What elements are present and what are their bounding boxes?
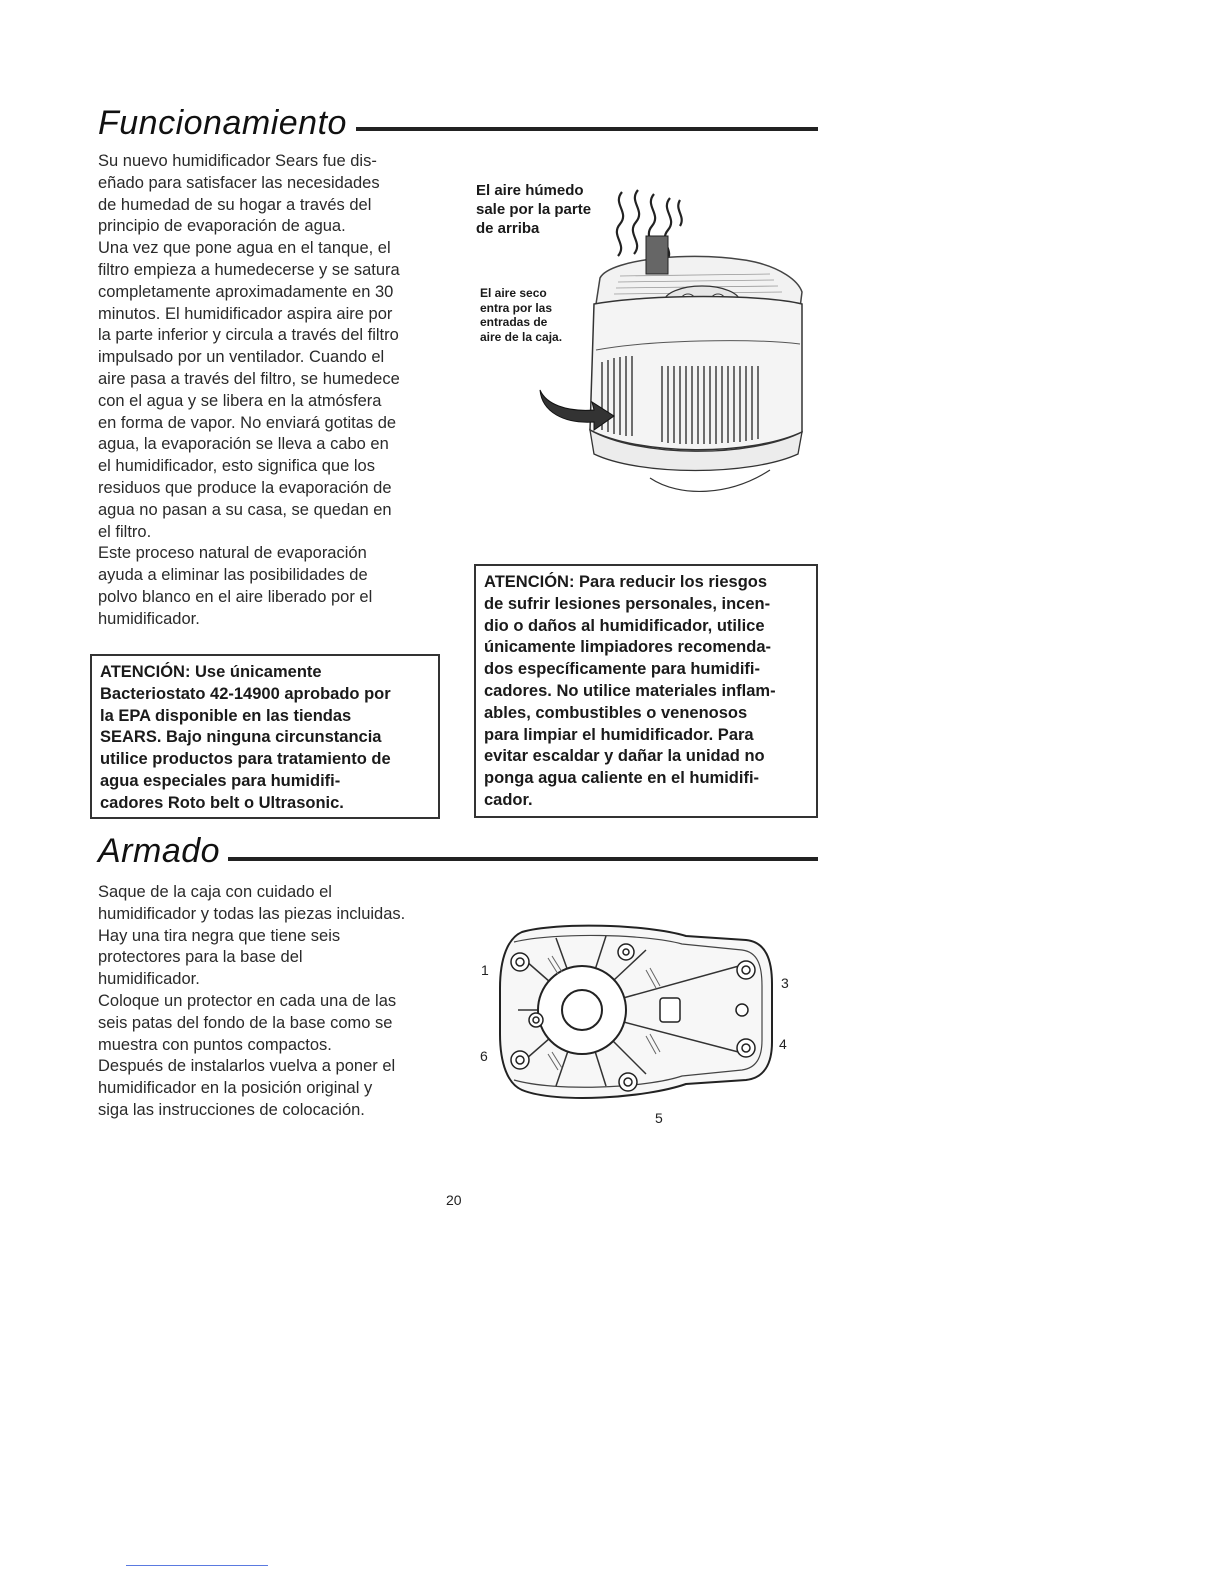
foot-label-3: 3 (781, 975, 789, 991)
figure-label-dry-air: El aire seco entra por las entradas de aire de la caja. (480, 286, 563, 344)
section-title-funcionamiento: Funcionamiento (98, 104, 347, 142)
warning-box-cleaning: ATENCIÓN: Para reducir los riesgos de sufrir lesiones personales, incen- dio o daños al humidificador, utilice únicamente limpiadores recomenda- dos específicamente para humidifi- cadores. No utilice materiales inflam- ables, combustibles o venenosos para limpiar el humidificador. Para evitar escaldar y dañar la unidad no ponga agua caliente en el humidifi- cador. (474, 564, 818, 818)
funcionamiento-body: Su nuevo humidificador Sears fue dis- eñado para satisfacer las necesidades de humedad de su hogar a través del principio de evaporación de agua. Una vez que pone agua en el tanque, el filtro empieza a humedecerse y se satura completamente aproximadamente en 30 minutos. El humidificador aspira aire por la parte inferior y circula a través del filtro impulsado por un ventilador. Cuando el aire pasa a través del filtro, se humedece con el agua y se libera en la atmósfera en forma de vapor. No enviará gotitas de agua, la evaporación se lleva a cabo en el humidificador, esto significa que los residuos que produce la evaporación de agua no pasan a su casa, se quedan en el filtro. Este proceso natural de evaporación ayuda a eliminar las posibilidades de polvo blanco en el aire liberado por el humidificador. (98, 152, 400, 628)
warning-box-bacteriostat: ATENCIÓN: Use únicamente Bacteriostato 42-14900 aprobado por la EPA disponible en las tiendas SEARS. Bajo ninguna circunstancia utilice productos para tratamiento de agua especiales para humidifi- cadores Roto belt o Ultrasonic. (90, 654, 440, 819)
base-diagram (496, 914, 786, 1114)
page-number: 20 (446, 1192, 462, 1208)
section-title-armado: Armado (98, 832, 221, 870)
foot-label-1: 1 (481, 962, 489, 978)
foot-label-4: 4 (779, 1036, 787, 1052)
title-rule (228, 857, 818, 861)
footer-line (126, 1565, 268, 1566)
armado-body: Saque de la caja con cuidado el humidificador y todas las piezas incluidas. Hay una tira negra que tiene seis protectores para la base del humidificador. Coloque un protector en cada una de las seis patas del fondo de la base como se muestra con puntos compactos. Después de instalarlos vuelva a poner el humidificador en la posición original y siga las instrucciones de colocación. (98, 883, 406, 1119)
foot-label-6: 6 (480, 1048, 488, 1064)
foot-label-5: 5 (655, 1110, 663, 1126)
humidifier-illustration (530, 180, 820, 510)
title-rule (356, 127, 818, 131)
figure-label-humid-air: El aire húmedo sale por la parte de arriba (476, 182, 592, 237)
